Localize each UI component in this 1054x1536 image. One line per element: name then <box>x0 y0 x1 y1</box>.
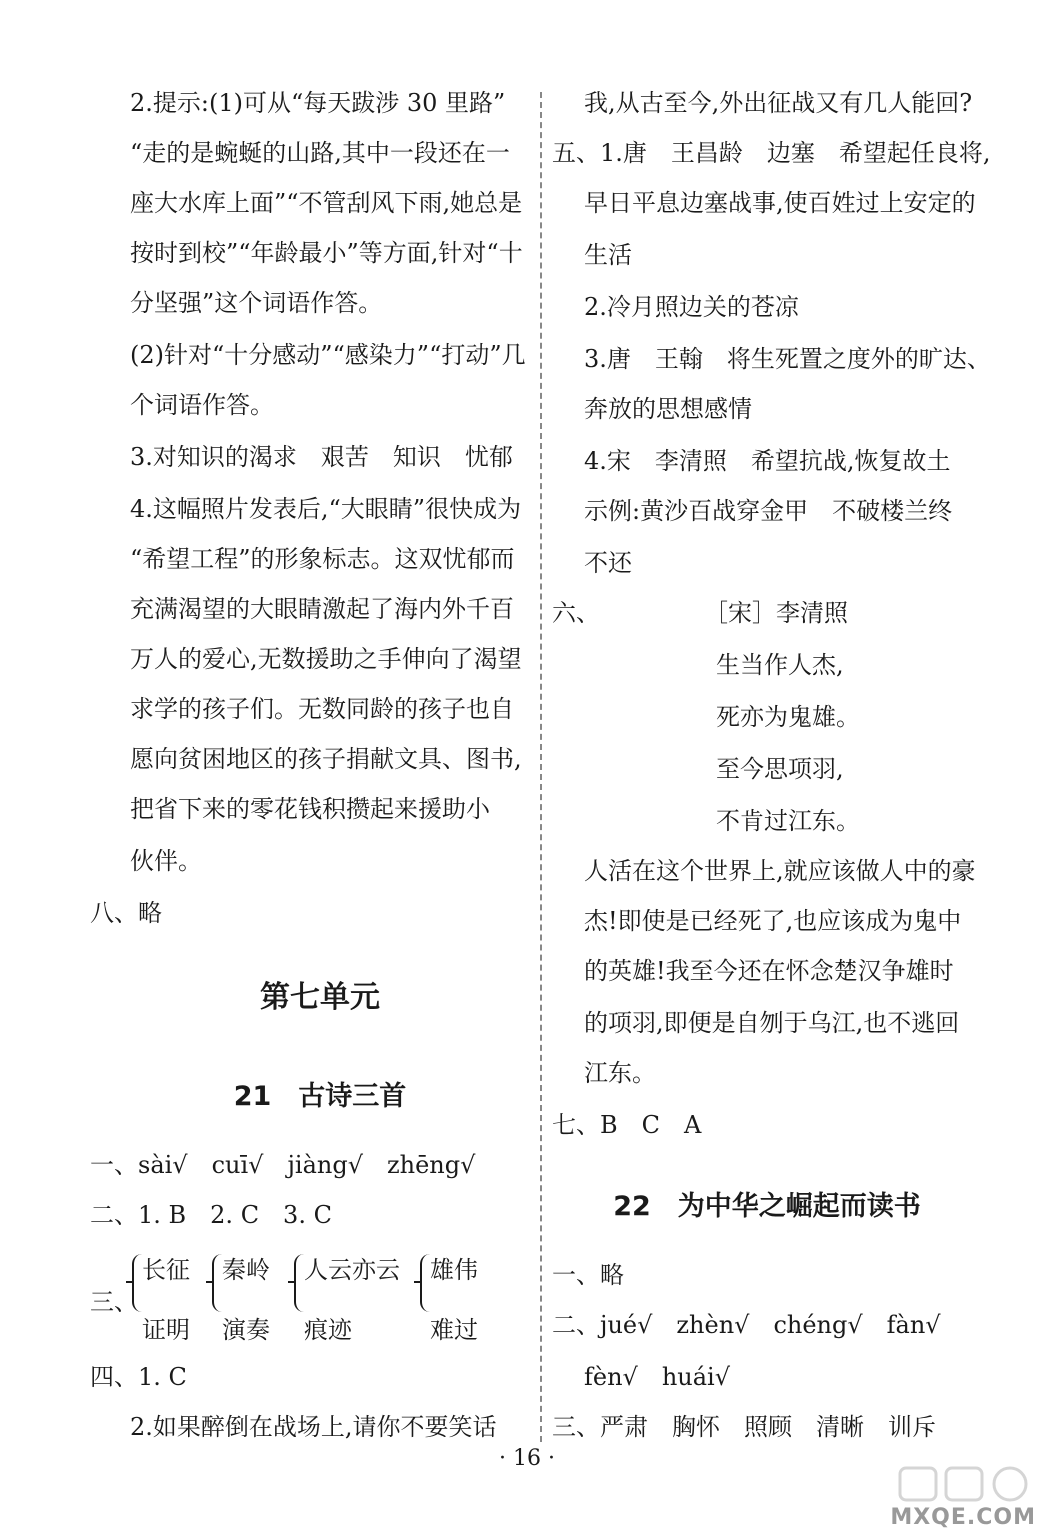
answer-line: 人活在这个世界上,就应该做人中的豪 <box>584 857 976 885</box>
answer-line: 七、B C A <box>552 1111 702 1139</box>
answer-line: 分坚强”这个词语作答。 <box>130 289 383 317</box>
answer-line: 2.如果醉倒在战场上,请你不要笑话 <box>130 1413 497 1441</box>
answer-line: 八、略 <box>90 899 162 927</box>
answer-line: 2.提示:(1)可从“每天跋涉 30 里路” <box>130 89 506 117</box>
answer-line: 按时到校”“年龄最小”等方面,针对“十 <box>130 239 523 267</box>
answer-line: 生当作人杰, <box>716 651 844 679</box>
answer-line: 愿向贫困地区的孩子捐献文具、图书, <box>130 745 522 773</box>
answer-line: 3.唐 王翰 将生死置之度外的旷达、 <box>584 345 991 373</box>
answer-line: 不肯过江东。 <box>716 807 860 835</box>
lesson-22-title: 22 为中华之崛起而读书 <box>613 1191 921 1222</box>
answer-line: 不还 <box>584 549 632 577</box>
answer-line: 2.冷月照边关的苍凉 <box>584 293 799 321</box>
answer-line: 二、1. B 2. C 3. C <box>90 1201 332 1229</box>
unit-title: 第七单元 <box>260 980 380 1015</box>
answer-line: 三、严肃 胸怀 照顾 清晰 训斥 <box>552 1413 936 1441</box>
answer-line: 我,从古至今,外出征战又有几人能回? <box>584 89 973 117</box>
column-divider <box>540 92 542 1442</box>
word-pair-top: 长征 <box>142 1256 190 1284</box>
answer-line: 4.宋 李清照 希望抗战,恢复故土 <box>584 447 951 475</box>
answer-line: 座大水库上面”“不管刮风下雨,她总是 <box>130 189 523 217</box>
section-3-label: 三、 <box>90 1288 138 1316</box>
answer-line: 一、略 <box>552 1261 624 1289</box>
word-pair-top: 秦岭 <box>222 1256 270 1284</box>
answer-line: 奔放的思想感情 <box>584 395 752 423</box>
answer-line: 万人的爱心,无数援助之手伸向了渴望 <box>130 645 522 673</box>
word-pair-bottom: 痕迹 <box>304 1316 352 1344</box>
page-number: · 16 · <box>499 1446 555 1471</box>
answer-line: 早日平息边塞战事,使百姓过上安定的 <box>584 189 976 217</box>
answer-line: 充满渴望的大眼睛激起了海内外千百 <box>130 595 514 623</box>
answer-line: 示例:黄沙百战穿金甲 不破楼兰终 <box>584 497 953 525</box>
answer-line: 六、 <box>552 599 600 627</box>
word-pair-top: 雄伟 <box>430 1256 478 1284</box>
answer-line: 的项羽,即便是自刎于乌江,也不逃回 <box>584 1009 960 1037</box>
answer-line: 4.这幅照片发表后,“大眼睛”很快成为 <box>130 495 522 523</box>
answer-line: 杰!即使是已经死了,也应该成为鬼中 <box>584 907 962 935</box>
answer-line: 至今思项羽, <box>716 755 844 783</box>
answer-line: ［宋］李清照 <box>704 599 848 627</box>
answer-line: 二、jué√ zhèn√ chéng√ fàn√ <box>552 1311 941 1339</box>
answer-line: fèn√ huái√ <box>584 1363 731 1391</box>
answer-line: 死亦为鬼雄。 <box>716 703 860 731</box>
answer-line: 生活 <box>584 241 632 269</box>
answer-line: 求学的孩子们。无数同龄的孩子也自 <box>130 695 514 723</box>
word-pair-top: 人云亦云 <box>304 1256 400 1284</box>
answer-line: (2)针对“十分感动”“感染力”“打动”几 <box>130 341 526 369</box>
word-pair-bottom: 证明 <box>142 1316 190 1344</box>
answer-line: 把省下来的零花钱积攒起来援助小 <box>130 795 490 823</box>
word-pair-bottom: 演奏 <box>222 1316 270 1344</box>
answer-line: 3.对知识的渴求 艰苦 知识 忧郁 <box>130 443 513 471</box>
lesson-21-title: 21 古诗三首 <box>233 1081 407 1112</box>
answer-line: “希望工程”的形象标志。这双忧郁而 <box>130 545 515 573</box>
answer-line: 一、sài√ cuī√ jiàng√ zhēng√ <box>90 1151 476 1179</box>
word-pair-bottom: 难过 <box>430 1316 478 1344</box>
watermark-text: MXQE.COM <box>890 1505 1036 1530</box>
answer-line: “走的是蜿蜒的山路,其中一段还在一 <box>130 139 510 167</box>
answer-line: 的英雄!我至今还在怀念楚汉争雄时 <box>584 957 954 985</box>
answer-line: 个词语作答。 <box>130 391 274 419</box>
answer-line: 五、1.唐 王昌龄 边塞 希望起任良将, <box>552 139 991 167</box>
answer-line: 江东。 <box>584 1059 656 1087</box>
answer-line: 四、1. C <box>90 1363 187 1391</box>
answer-line: 伙伴。 <box>130 847 202 875</box>
